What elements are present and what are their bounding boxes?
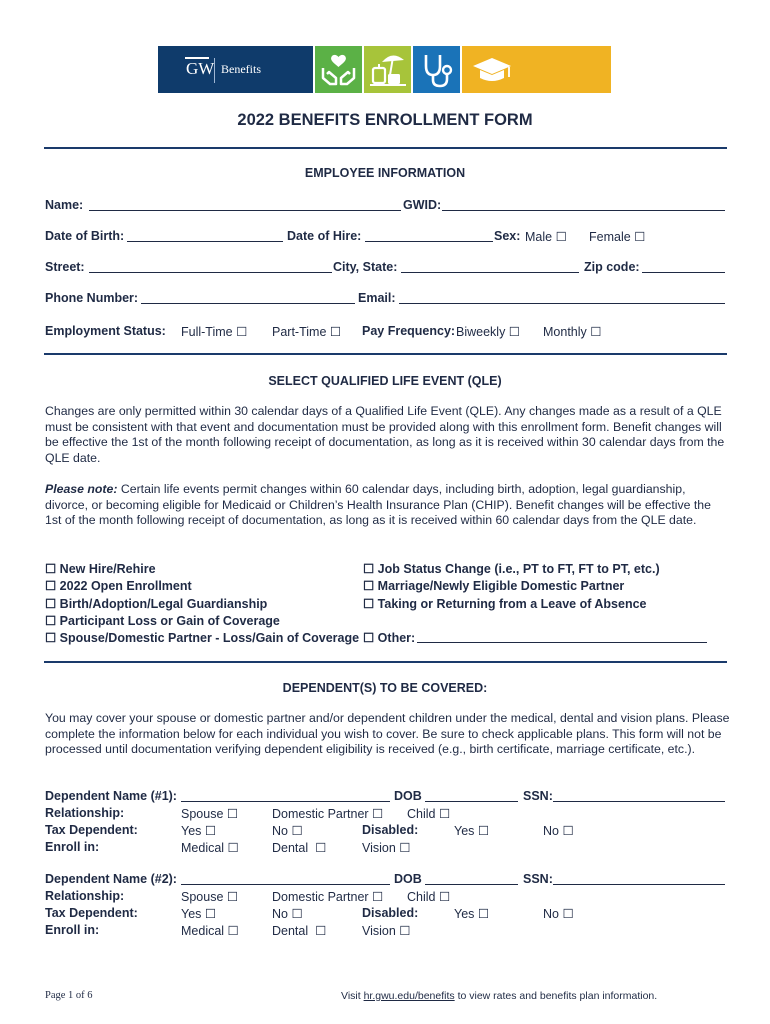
gw-benefits-logo <box>158 46 313 93</box>
footer-note <box>341 990 657 1002</box>
relationship-label: Relationship: <box>45 806 125 820</box>
title-divider <box>44 147 727 149</box>
form-title: 2022 BENEFITS ENROLLMENT FORM <box>237 111 533 129</box>
dependent-dob-label: DOB <box>394 789 422 803</box>
dependent-name-field[interactable] <box>181 884 390 885</box>
phone-field[interactable] <box>141 303 355 304</box>
qle-option-birth-adoption[interactable]: ☐ Birth/Adoption/Legal Guardianship <box>45 597 268 611</box>
status-label: Employment Status: <box>45 324 166 338</box>
citystate-field[interactable] <box>401 272 579 273</box>
spouse-checkbox[interactable]: Spouse ☐ <box>181 807 239 821</box>
citystate-label: City, State: <box>333 260 398 274</box>
tax-dependent-label: Tax Dependent: <box>45 906 138 920</box>
note-text: Certain life events permit changes within 60 calendar days, including birth, adoption, legal guardianship, divorce, or becoming eligible for Medicaid or Children’s Health Insurance Plan (CHIP). Benefit changes will be effective the 1st of the month following receipt of documentation, as long as it is received within 60 calendar days from the QLE date. <box>45 482 711 528</box>
zip-label: Zip code: <box>584 260 640 274</box>
disabled-label: Disabled: <box>362 823 419 837</box>
dob-field[interactable] <box>127 241 283 242</box>
medical-checkbox[interactable]: Medical ☐ <box>181 924 239 938</box>
qle-paragraph: Changes are only permitted within 30 calendar days of a Qualified Life Event (QLE). Any changes made as a result of a QLE must be consistent with that event and documentation must be provided along with this enrollment form. Benefit changes will be effective the 1st of the month following receipt of documentation, as long as it is received within 30 calendar days from the QLE date. <box>45 404 725 465</box>
disabled-label: Disabled: <box>362 906 419 920</box>
qle-option-spouse-loss[interactable]: ☐ Spouse/Domestic Partner - Loss/Gain of Coverage <box>45 631 360 645</box>
dependents-paragraph: You may cover your spouse or domestic partner and/or dependent children under the medical, dental and vision plans. Please complete the information below for each individual you wish to cover. Be sure to check applicable plans. This form will not be processed until documentation verifying dependent eligibility is received (e.g., birth certificate, marriage certificate, etc.). <box>45 711 730 757</box>
note-label: Please note: <box>45 482 118 496</box>
street-label: Street: <box>45 260 85 274</box>
dependents-heading: DEPENDENT(S) TO BE COVERED: <box>282 681 488 695</box>
dependent-ssn-label: SSN: <box>523 872 553 886</box>
dependent-dob-field[interactable] <box>425 801 518 802</box>
qle-option-job-status[interactable]: ☐ Job Status Change (i.e., PT to FT, FT to PT, etc.) <box>363 562 660 576</box>
email-field[interactable] <box>399 303 725 304</box>
vision-checkbox[interactable]: Vision ☐ <box>362 924 411 938</box>
domestic-partner-checkbox[interactable]: Domestic Partner ☐ <box>272 807 384 821</box>
medical-checkbox[interactable]: Medical ☐ <box>181 841 239 855</box>
tax-dependent-label: Tax Dependent: <box>45 823 138 837</box>
page-number: Page 1 of 6 <box>45 990 93 1001</box>
relationship-label: Relationship: <box>45 889 125 903</box>
qle-divider <box>44 661 727 663</box>
child-checkbox[interactable]: Child ☐ <box>407 890 451 904</box>
qle-option-leave[interactable]: ☐ Taking or Returning from a Leave of Absence <box>363 597 647 611</box>
male-checkbox[interactable]: Male ☐ <box>525 230 567 244</box>
name-field[interactable] <box>89 210 401 211</box>
domestic-partner-checkbox[interactable]: Domestic Partner ☐ <box>272 890 384 904</box>
enroll-label: Enroll in: <box>45 840 100 854</box>
hire-field[interactable] <box>365 241 493 242</box>
vision-checkbox[interactable]: Vision ☐ <box>362 841 411 855</box>
tax-no-checkbox[interactable]: No ☐ <box>272 824 303 838</box>
dental-checkbox[interactable]: Dental ☐ <box>272 924 327 938</box>
dependent-name-field[interactable] <box>181 801 390 802</box>
stethoscope-icon <box>413 46 460 93</box>
disabled-no-checkbox[interactable]: No ☐ <box>543 907 574 921</box>
email-label: Email: <box>358 291 396 305</box>
qle-heading: SELECT QUALIFIED LIFE EVENT (QLE) <box>268 374 502 388</box>
qle-option-participant-loss[interactable]: ☐ Participant Loss or Gain of Coverage <box>45 614 280 628</box>
female-checkbox[interactable]: Female ☐ <box>589 230 646 244</box>
dependent-ssn-field[interactable] <box>553 801 725 802</box>
monthly-checkbox[interactable]: Monthly ☐ <box>543 325 602 339</box>
other-field[interactable] <box>417 642 707 643</box>
dependent-name-label: Dependent Name (#2): <box>45 872 177 886</box>
enroll-label: Enroll in: <box>45 923 100 937</box>
qle-option-new-hire[interactable]: ☐ New Hire/Rehire <box>45 562 156 576</box>
street-field[interactable] <box>89 272 332 273</box>
parttime-checkbox[interactable]: Part-Time ☐ <box>272 325 342 339</box>
footer-visit-prefix: Visit <box>341 990 364 1002</box>
phone-label: Phone Number: <box>45 291 139 305</box>
disabled-yes-checkbox[interactable]: Yes ☐ <box>454 824 490 838</box>
dob-label: Date of Birth: <box>45 229 125 243</box>
hands-heart-icon <box>315 46 362 93</box>
gwid-label: GWID: <box>403 198 442 212</box>
dependent-ssn-field[interactable] <box>553 884 725 885</box>
beach-luggage-icon <box>364 46 411 93</box>
tax-no-checkbox[interactable]: No ☐ <box>272 907 303 921</box>
qle-option-other[interactable]: ☐ Other: <box>363 631 416 645</box>
fulltime-checkbox[interactable]: Full-Time ☐ <box>181 325 248 339</box>
sex-label: Sex: <box>494 229 521 243</box>
spouse-checkbox[interactable]: Spouse ☐ <box>181 890 239 904</box>
child-checkbox[interactable]: Child ☐ <box>407 807 451 821</box>
hire-label: Date of Hire: <box>287 229 362 243</box>
employee-divider <box>44 353 727 355</box>
qle-option-marriage[interactable]: ☐ Marriage/Newly Eligible Domestic Partner <box>363 579 625 593</box>
dental-checkbox[interactable]: Dental ☐ <box>272 841 327 855</box>
payfreq-label: Pay Frequency: <box>362 324 456 338</box>
dependent-dob-field[interactable] <box>425 884 518 885</box>
disabled-no-checkbox[interactable]: No ☐ <box>543 824 574 838</box>
brand-label: Benefits <box>221 62 261 76</box>
name-label: Name: <box>45 198 84 212</box>
biweekly-checkbox[interactable]: Biweekly ☐ <box>456 325 521 339</box>
benefits-link[interactable]: hr.gwu.edu/benefits <box>363 990 455 1002</box>
tax-yes-checkbox[interactable]: Yes ☐ <box>181 907 217 921</box>
dependent-ssn-label: SSN: <box>523 789 553 803</box>
disabled-yes-checkbox[interactable]: Yes ☐ <box>454 907 490 921</box>
footer-visit-suffix: to view rates and benefits plan information. <box>454 990 658 1002</box>
zip-field[interactable] <box>642 272 725 273</box>
tax-yes-checkbox[interactable]: Yes ☐ <box>181 824 217 838</box>
graduation-cap-icon <box>462 46 611 93</box>
dependent-name-label: Dependent Name (#1): <box>45 789 177 803</box>
qle-note <box>45 482 730 529</box>
employee-heading: EMPLOYEE INFORMATION <box>304 166 466 180</box>
qle-option-open-enrollment[interactable]: ☐ 2022 Open Enrollment <box>45 579 192 593</box>
gwid-field[interactable] <box>442 210 725 211</box>
dependent-dob-label: DOB <box>394 872 422 886</box>
gw-logo-mark: GW <box>186 59 215 78</box>
